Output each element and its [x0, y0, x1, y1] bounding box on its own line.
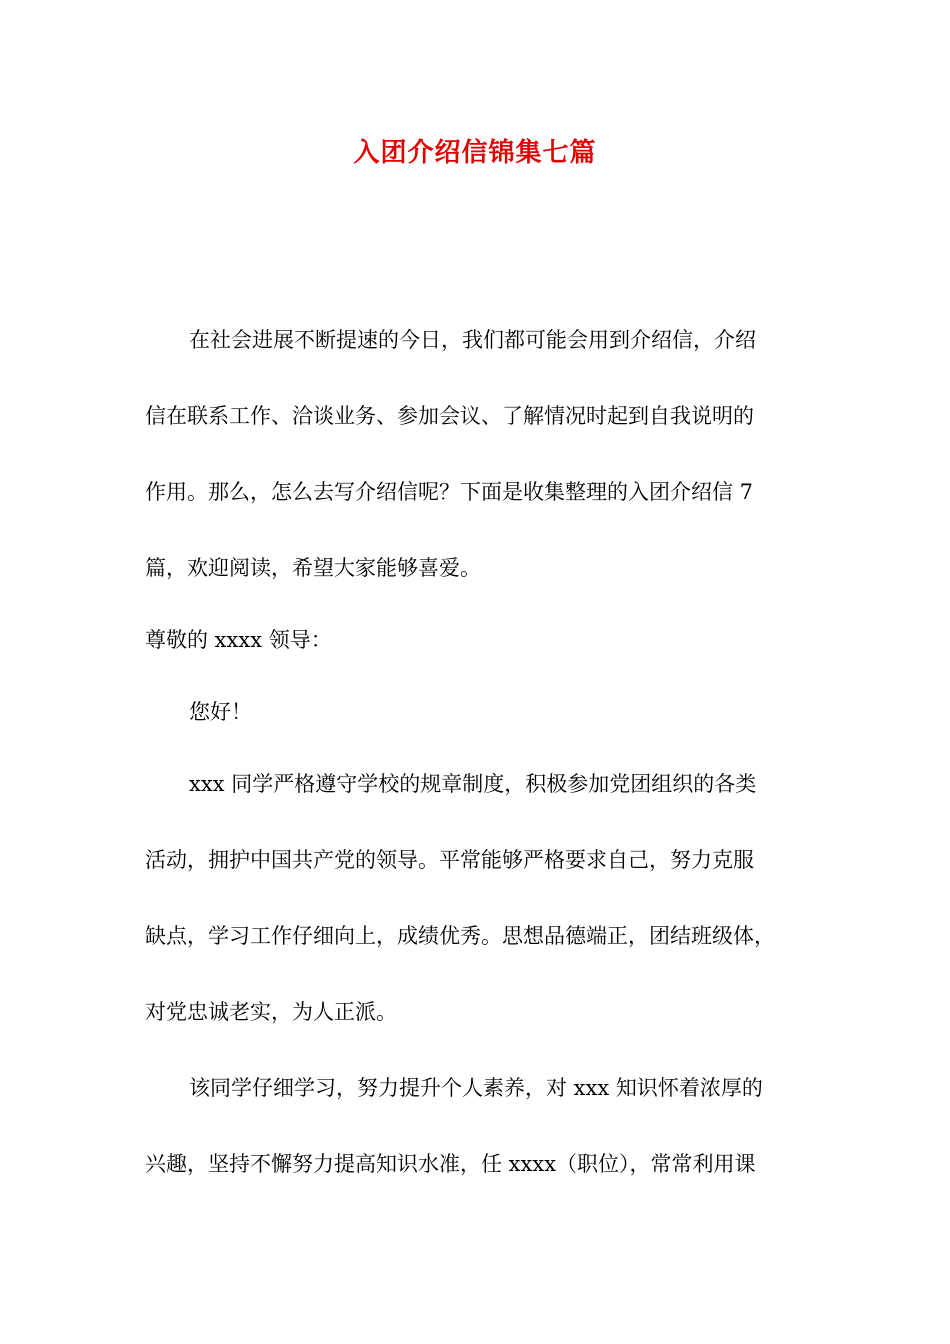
body-line: 对党忠诚老实，为人正派。: [145, 1000, 397, 1024]
salutation: 尊敬的 xxxx 领导：: [145, 628, 332, 652]
document-title: 入团介绍信锦集七篇: [353, 138, 597, 168]
body-line: 在社会进展不断提速的今日，我们都可能会用到介绍信，介绍: [189, 328, 756, 352]
document-body: [145, 320, 815, 1220]
body-line: 缺点，学习工作仔细向上，成绩优秀。思想品德端正，团结班级体，: [145, 924, 775, 948]
body-line: 活动，拥护中国共产党的领导。平常能够严格要求自己，努力克服: [145, 848, 754, 872]
greeting: 您好！: [189, 700, 252, 724]
body-line: 信在联系工作、洽谈业务、参加会议、了解情况时起到自我说明的: [145, 404, 754, 428]
body-line: 兴趣，坚持不懈努力提高知识水准，任 xxxx（职位），常常利用课: [145, 1152, 756, 1176]
body-line: 篇，欢迎阅读，希望大家能够喜爱。: [145, 556, 481, 580]
body-line: 作用。那么，怎么去写介绍信呢？下面是收集整理的入团介绍信 7: [145, 480, 754, 504]
body-line: xxx 同学严格遵守学校的规章制度，积极参加党团组织的各类: [189, 772, 757, 796]
body-line: 该同学仔细学习，努力提升个人素养，对 xxx 知识怀着浓厚的: [189, 1076, 763, 1100]
